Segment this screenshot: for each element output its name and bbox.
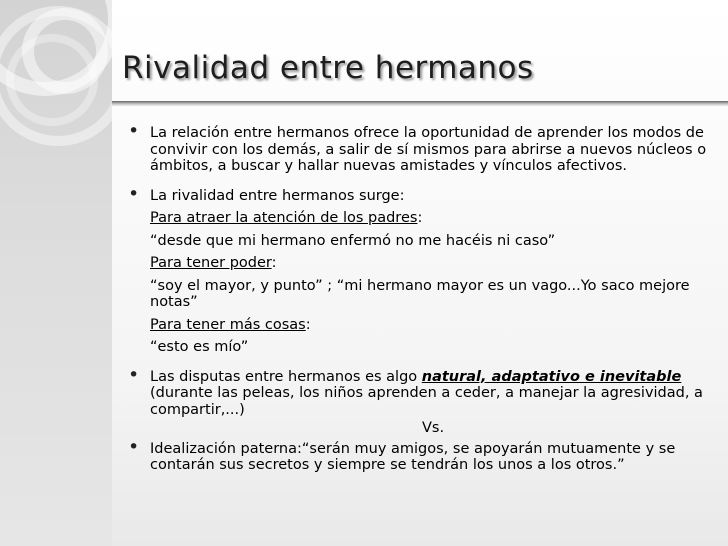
decorative-ring xyxy=(6,34,98,126)
reason-quote: “esto es mío” xyxy=(150,339,249,355)
bullet-item xyxy=(128,125,716,175)
bullet-intro: • La rivalidad entre hermanos surge: xyxy=(150,187,405,204)
reason-quote: “soy el mayor, y punto” ; “mi hermano mayor es un vago...Yo saco mejore notas” xyxy=(150,277,690,310)
decorative-sidebar xyxy=(0,0,112,546)
bullet-item xyxy=(128,441,716,474)
reason-label: Para atraer la atención de los padres xyxy=(150,210,418,226)
bullet-text: (durante las peleas, los niños aprenden a ceder, a manejar la agresividad, a compartir,...) xyxy=(150,385,703,418)
bullet-text: La relación entre hermanos ofrece la oportunidad de aprender los modos de convivir con los demás, a salir de sí mismos para abrirse a nuevos núcleos o ámbitos, a buscar y hallar nuevas amistades y vínculos afectivos. xyxy=(150,125,707,174)
reason-line: Para tener más cosas: xyxy=(150,316,311,333)
bullet-text: Las disputas entre hermanos es algo xyxy=(150,368,422,385)
slide-title: Rivalidad entre hermanos xyxy=(122,50,534,86)
reason-label: Para tener más cosas xyxy=(150,316,306,333)
reason-line: Para atraer la atención de los padres: xyxy=(150,210,423,226)
bullet-text: Idealización paterna:“serán muy amigos, se apoyarán mutuamente y se contarán sus secretos y siempre se tendrán los unos a los otros.” xyxy=(150,440,676,473)
reason-line: Para tener poder: xyxy=(150,255,277,271)
emphasis-text: natural, adaptativo e inevitable xyxy=(421,368,682,385)
reason-quote: “desde que mi hermano enfermó no me hacéis ni caso” xyxy=(150,232,556,249)
title-underline xyxy=(112,101,728,106)
vs-label: Vs. xyxy=(422,420,445,436)
reason-label: Para tener poder xyxy=(150,255,272,271)
bullet-item xyxy=(128,188,716,356)
slide-content xyxy=(128,125,716,474)
bullet-item xyxy=(128,369,716,437)
